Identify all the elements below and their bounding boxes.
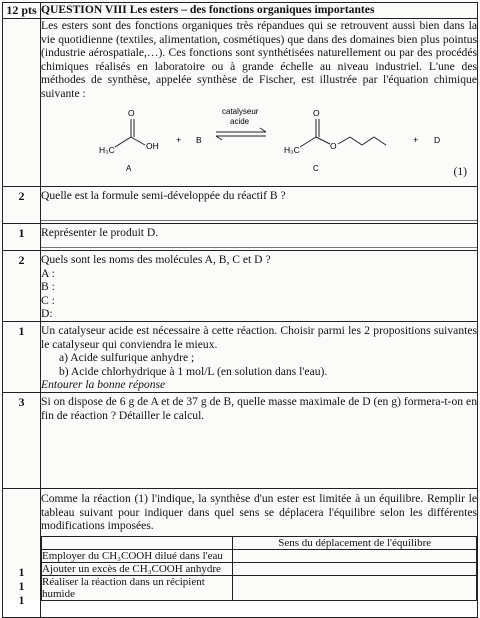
equilibrium-table-header: Sens du déplacement de l'équilibre	[233, 536, 477, 549]
catalyst-label-2: acide	[230, 116, 250, 126]
c-h3c: H₃C	[284, 144, 300, 155]
equilibrium-row-1-label: Employer du CH₃COOH dilué dans l'eau	[42, 549, 233, 562]
c-carbonyl-oxygen: O	[313, 107, 320, 118]
q4-points: 1	[3, 321, 41, 392]
q6-row1-points: 1	[18, 566, 25, 579]
q1-cell	[41, 187, 478, 224]
a-oxygen: O	[128, 107, 135, 118]
q2-cell	[41, 224, 478, 251]
q2-text: Représenter le produit D.	[41, 226, 159, 239]
equilibrium-row-3-label: Réaliser la réaction dans un récipient humide	[42, 575, 233, 600]
q6-points-cell	[3, 488, 41, 617]
exam-table	[2, 2, 478, 618]
q6-row2-points: 1	[18, 580, 25, 593]
plus-sign-1: +	[176, 134, 182, 145]
q1-answer-line[interactable]	[41, 220, 477, 221]
intro-cell	[41, 19, 478, 187]
q6-row3-points: 1	[18, 594, 25, 607]
label-c: C	[313, 163, 319, 173]
q3-item-a[interactable]: A :	[41, 266, 55, 280]
q1-points: 2	[3, 187, 41, 224]
equilibrium-table	[41, 536, 477, 601]
equation-drawing	[41, 101, 471, 181]
q1-text: Quelle est la formule semi-développée du réactif B ?	[41, 189, 286, 202]
q6-cell	[41, 488, 478, 617]
q3-item-b[interactable]: B :	[41, 280, 55, 294]
q3-points: 2	[3, 251, 41, 322]
q2-answer-line[interactable]	[41, 247, 477, 248]
q4-cell	[41, 321, 478, 392]
q3-text: Quels sont les noms des molécules A, B, C et D ?	[41, 253, 271, 266]
q5-cell	[41, 392, 478, 488]
q3-item-d[interactable]: D:	[41, 307, 53, 321]
equilibrium-row-2-label: Ajouter un excès de CH₃COOH anhydre	[42, 562, 233, 575]
equilibrium-table-corner	[42, 536, 233, 549]
reactant-b: B	[196, 134, 202, 145]
a-hydroxyl: OH	[146, 140, 159, 151]
equilibrium-arrow	[216, 128, 266, 140]
label-a: A	[126, 163, 132, 173]
q4-instruction: Entourer la bonne réponse	[41, 378, 166, 392]
plus-sign-2: +	[413, 134, 419, 145]
intro-text: Les esters sont des fonctions organiques très répandues qui se retrouvent aussi bien dans la vie quotidienne (textiles, alimentation, cosmétiques) que dans des domaines bien plus pointus (industrie aérospatiale,…). Ces fonctions sont synthétisées naturellement ou par des procédés chimiques réalisés en laboratoire ou à grande échelle au niveau industriel. L'une des méthodes de synthèse, appelée synthèse de Fischer, est illustrée par l'équation chimique suivante :	[41, 19, 477, 100]
equilibrium-row-2-answer[interactable]	[233, 562, 477, 575]
q6-text: Comme la réaction (1) l'indique, la synthèse d'un ester est limitée à un équilibre. Remplir le tableau suivant pour indiquer dans quel sens se déplacera l'équilibre selon les différentes modifications imposées.	[41, 491, 477, 533]
q2-points: 1	[3, 224, 41, 251]
q3-item-c[interactable]: C :	[41, 293, 55, 307]
q5-text: Si on dispose de 6 g de A et de 37 g de B, quelle masse maximale de D (en g) formera-t-on en fin de réaction ? Détailler le calcul.	[41, 394, 477, 422]
chemical-equation	[41, 101, 477, 181]
equilibrium-row-3-answer[interactable]	[233, 575, 477, 600]
q4-text: Un catalyseur acide est nécessaire à cette réaction. Choisir parmi les 2 propositions suivantes le catalyseur qui conviendra le mieux.	[41, 323, 477, 351]
q4-option-a[interactable]: a) Acide sulfurique anhydre ;	[59, 351, 195, 365]
a-h3c: H₃C	[99, 144, 115, 155]
c-ester-oxygen: O	[330, 140, 337, 151]
catalyst-label-1: catalyseur	[222, 106, 259, 116]
question-title: QUESTION VIII Les esters – des fonctions organiques importantes	[41, 3, 478, 19]
product-d: D	[434, 134, 441, 145]
q4-option-b[interactable]: b) Acide chlorhydrique à 1 mol/L (en solution dans l'eau).	[59, 364, 328, 378]
equation-number: (1)	[453, 164, 467, 178]
points-header: 12 pts	[3, 3, 41, 19]
q5-points: 3	[3, 392, 41, 488]
q3-cell	[41, 251, 478, 322]
equilibrium-row-1-answer[interactable]	[233, 549, 477, 562]
